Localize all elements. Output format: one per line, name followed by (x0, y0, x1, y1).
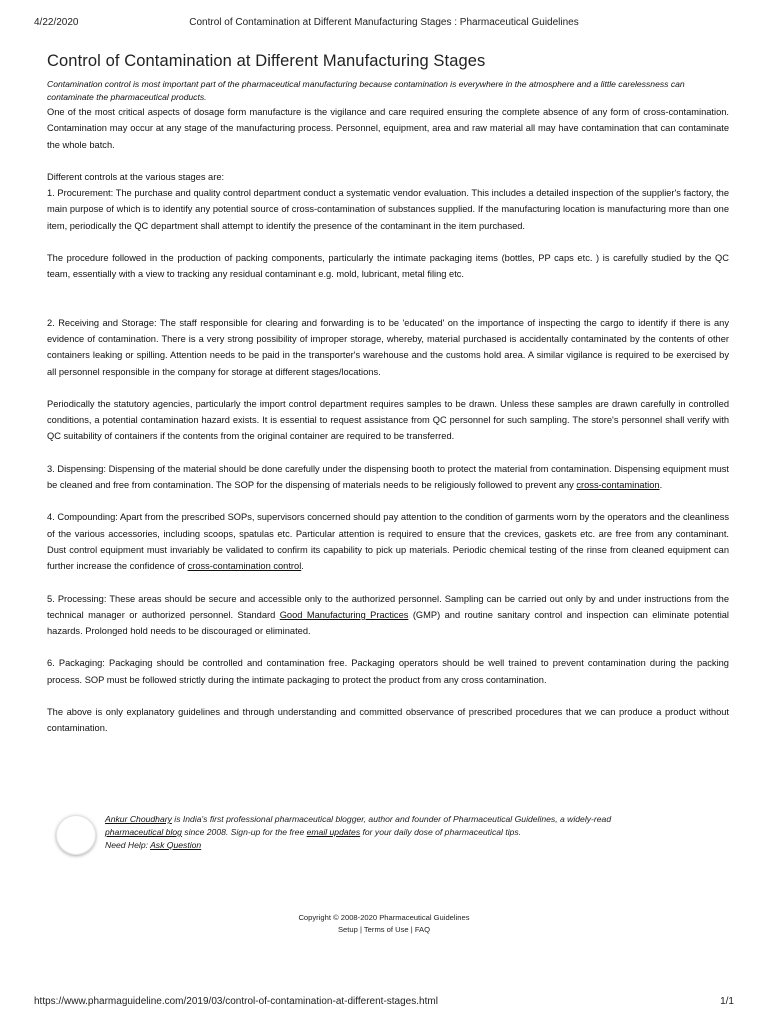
article (47, 52, 729, 737)
print-title: Control of Contamination at Different Manufacturing Stages : Pharmaceutical Guidelines (189, 17, 579, 28)
author-name-link[interactable]: Ankur Choudhary (105, 814, 172, 824)
paragraph-statutory-sampling: Periodically the statutory agencies, particularly the import control department requires samples to be drawn. Unless these samples are drawn carefully in controlled conditions, a potential contamination hazard exists. It is essential to request assistance from QC personnel for such sampling. The store's personnel shall verify with QC suitability of containers if the contents from the original container are required to be transferred. (47, 398, 729, 442)
section-text: The staff responsible for clearing and forwarding is to be 'educated' on the importance of inspecting the cargo to identify if there is any evidence of contamination. There is a very strong possibility of improper storage, whereby, material purchased is accidentally contaminated by the contents of other containers leaking or spilling. Attention needs to be paid in the transporter's warehouse and the customs hold area. A similar vigilance is required to be exercised by all personnel responsible in the company for storage at different stages/locations. (47, 317, 729, 377)
setup-link[interactable]: Setup (337, 925, 358, 934)
email-updates-link[interactable]: email updates (306, 827, 361, 837)
section-text-end: . (301, 561, 304, 572)
section-procurement (47, 185, 729, 234)
article-title: Control of Contamination at Different Manufacturing Stages (47, 52, 486, 70)
author-bio-text: for your daily dose of pharmaceutical tips. (360, 827, 522, 837)
cross-contamination-link[interactable]: cross-contamination (576, 480, 660, 491)
section-text-end: (GMP) and routine sanitary control and inspection can eliminate potential hazards. Prolonged hold needs to be discouraged or eliminated. (47, 609, 729, 637)
section-dispensing (47, 461, 729, 494)
faq-link[interactable]: FAQ (414, 925, 431, 934)
section-text: The purchase and quality control department conduct a systematic vendor evaluation. This includes a detailed inspection of the supplier's factory, the main purpose of which is to identify any potential source of cross-contamination of substances supplied. If the manufacturing location is manufacturing more than one item, periodically the QC department shall attempt to identify the presence of the contaminant in the item purchased. (47, 188, 729, 231)
section-text: Dispensing of the material should be done carefully under the dispensing booth to protect the material from contamination. Dispensing equipment must be cleaned and free from contamination. The SOP for the dispensing of materials needs to be religiously followed to prevent any (47, 463, 729, 491)
author-bio (105, 813, 725, 852)
section-compounding (47, 509, 729, 574)
section-packaging (47, 655, 729, 688)
section-text: Packaging should be controlled and contamination free. Packaging operators should be well trained to prevent contamination during the packing process. SOP must be followed strictly during the intimate packaging to protect the product from any cross contamination. (47, 658, 729, 685)
section-processing (47, 591, 729, 640)
author-box (56, 809, 736, 859)
paragraph-overview: One of the most critical aspects of dosage form manufacture is the vigilance and care required ensuring the complete absence of any form of cross-contamination. Contamination may occur at any stage of the manufacturing process. Personnel, equipment, area and raw material all may have contamination that can contaminate the whole batch. (47, 107, 729, 150)
section-text: These areas should be secure and accessible only to the authorized personnel. Sampling can be carried out only by and under instructions from the technical manager or authorized personnel. Standard (47, 593, 729, 620)
need-help-label: Need Help: (105, 840, 151, 850)
section-heading: 6. Packaging: (47, 658, 105, 669)
paragraph-controls-intro: Different controls at the various stages are: (47, 171, 225, 182)
paragraph-packing-components: The procedure followed in the production of packing components, particularly the intimate packaging items (bottles, PP caps etc. ) is carefully studied by the QC team, essentially with a view to tracking any residual contaminant e.g. mold, lubricant, metal filing etc. (47, 253, 729, 280)
section-text: Apart from the prescribed SOPs, supervisors concerned should pay attention to the condition of garments worn by the operators and the cleanliness of the various accessories, including scoops, spatulas etc. Particular attention is required to ensure that the crevices, gaskets etc. are free from any contaminant. Dust control equipment must invariably be validated to confirm its capability to pick up materials. Periodic chemical testing of the rinse from cleaned equipment can further increase the confidence of (47, 512, 730, 572)
footer-separator: | (408, 925, 415, 934)
cross-contamination-control-link[interactable]: cross-contamination control (187, 561, 302, 572)
section-heading: 2. Receiving and Storage: (47, 317, 157, 328)
article-intro: Contamination control is most important part of the pharmaceutical manufacturing because contamination is everywhere in the atmosphere and a little carelessness can contaminate the pharmaceutical products. (47, 79, 685, 102)
section-heading: 1. Procurement: (47, 188, 114, 199)
section-heading: 5. Processing: (47, 593, 107, 604)
pharmaceutical-blog-link[interactable]: pharmaceutical blog (105, 827, 182, 837)
section-text-end: . (659, 480, 663, 491)
print-url: https://www.pharmaguideline.com/2019/03/control-of-contamination-at-different-stages.html (34, 996, 438, 1007)
print-date: 4/22/2020 (34, 17, 79, 28)
print-footer (34, 996, 734, 1008)
section-heading: 4. Compounding: (47, 512, 118, 523)
page-number: 1/1 (720, 996, 734, 1007)
author-bio-text: since 2008. Sign-up for the free (181, 827, 307, 837)
footer-separator: | (357, 925, 364, 934)
avatar (56, 815, 96, 855)
terms-of-use-link[interactable]: Terms of Use (363, 925, 409, 934)
section-receiving-storage (47, 315, 729, 380)
copyright-text: Copyright © 2008-2020 Pharmaceutical Guidelines (298, 913, 470, 922)
paragraph-closing: The above is only explanatory guidelines and through understanding and committed observance of prescribed procedures that we can produce a product without contamination. (47, 707, 729, 734)
footer-links (0, 924, 768, 936)
gmp-link[interactable]: Good Manufacturing Practices (279, 609, 409, 620)
section-heading: 3. Dispensing: (47, 463, 106, 474)
ask-question-link[interactable]: Ask Question (150, 840, 202, 850)
print-header (34, 17, 734, 31)
site-footer (0, 912, 768, 936)
author-bio-text: is India's first professional pharmaceutical blogger, author and founder of Pharmaceutical Guidelines, a widely-read (171, 814, 612, 824)
